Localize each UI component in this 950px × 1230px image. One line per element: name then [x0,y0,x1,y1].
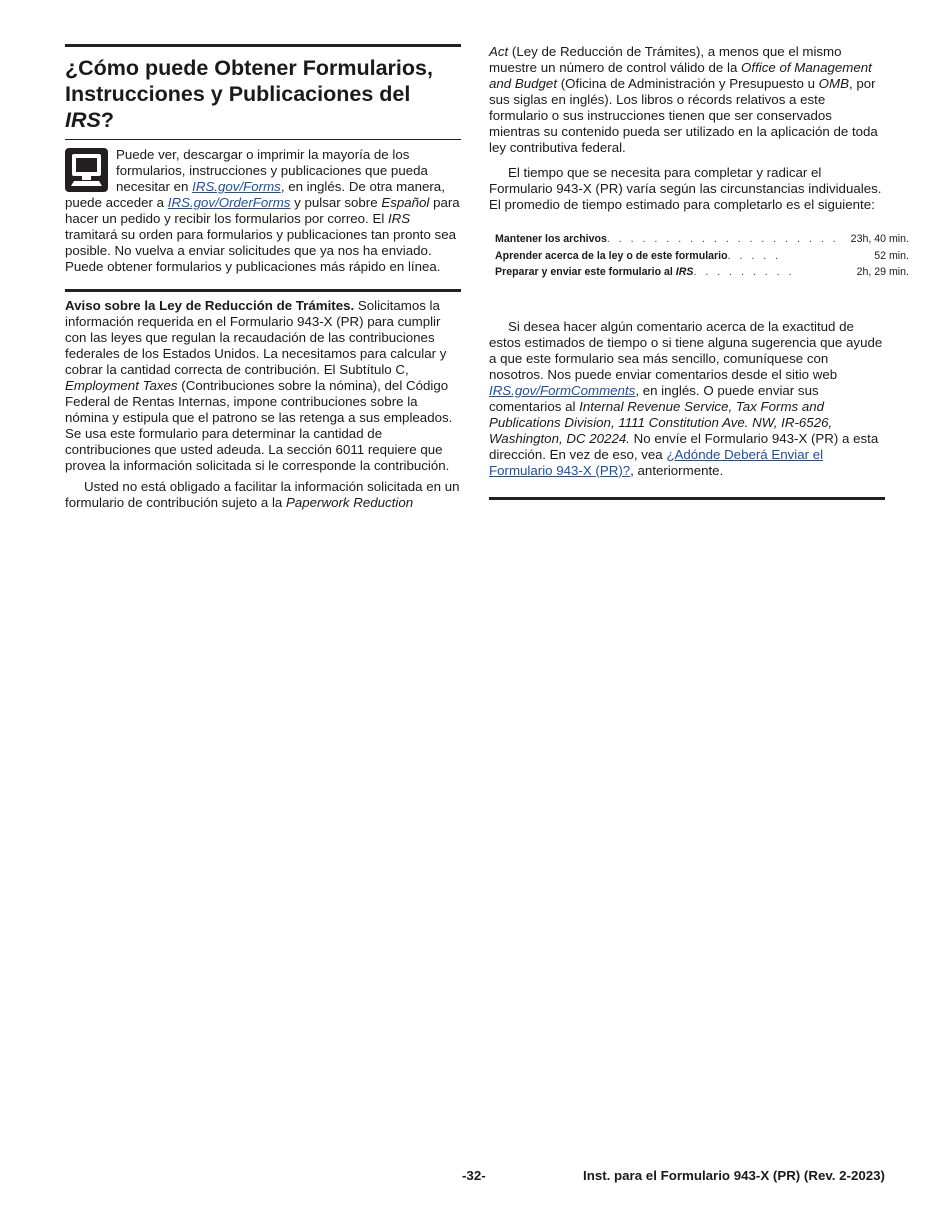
not-required-paragraph: Usted no está obligado a facilitar la información solicitada en un formulario de contribución sujeto a la Paperwork Reduction [65,479,460,510]
estimate-label: Mantener los archivos. . . . . . . . . . . . . . . . . . . . [495,233,839,245]
estimate-time: 52 min. [874,249,909,262]
table-row [489,264,915,281]
form-reference: Inst. para el Formulario 943-X (PR) (Rev. 2-2023) [583,1168,885,1183]
table-row [489,248,915,265]
section-end-rule [489,497,885,500]
irs-forms-link[interactable]: IRS.gov/Forms [192,179,281,194]
paperwork-act-continuation: Act (Ley de Reducción de Trámites), a menos que el mismo muestre un número de control válido de la Office of Management and Budget (Oficina de Administración y Presupuesto u OMB, por sus siglas en inglés). Los libros o récords relativos a este formulario o sus instrucciones tienen que ser conservados mientras su contenido pueda ser utilizado en la aplicación de toda ley contributiva federal. [489,44,878,155]
irs-formcomments-link[interactable]: IRS.gov/FormComments [489,382,636,398]
comments-paragraph: Si desea hacer algún comentario acerca de la exactitud de estos estimados de tiempo o si tiene alguna sugerencia que ayude a que este formulario sea más sencillo, comuníquese con nosotros. Nos puede enviar comentarios desde el sitio web IRS.gov/FormComments, en inglés. O puede enviar sus comentarios al Internal Revenue Service, Tax Forms and Publications Division, 1111 Constitution Ave. NW, IR-6526, Washington, DC 20224. No envíe el Formulario 943-X (PR) a esta dirección. En vez de eso, vea ¿Adónde Deberá Enviar el Formulario 943-X (PR)?, anteriormente. [489,318,883,478]
time-estimate-table [489,231,915,281]
heading-bottom-rule [65,139,461,140]
page-number: -32- [462,1168,486,1183]
right-column [489,44,909,500]
heading-irs: IRS [65,108,101,132]
intro-paragraph: Puede ver, descargar o imprimir la mayoría de los formularios, instrucciones y publicaciones que pueda necesitar en IRS.gov/Forms, en inglés. De otra manera, puede acceder a IRS.gov/OrderForms y pulsar sobre Español para hacer un pedido y recibir los formularios por correo. El IRS tramitará su orden para formularios y publicaciones tan pronto sea posible. No vuelva a enviar solicitudes que ya nos ha enviado. Puede obtener formularios y publicaciones más rápido en línea. [65,147,460,274]
time-estimate-intro: El tiempo que se necesita para completar y radicar el Formulario 943-X (PR) varía según las circunstancias individuales. El promedio de tiempo estimado para completarlo es el siguiente: [489,165,882,212]
notice-top-rule [65,289,461,292]
irs-orderforms-link[interactable]: IRS.gov/OrderForms [167,195,291,210]
notice-title: Aviso sobre la Ley de Reducción de Trámites. [65,298,355,313]
left-column [65,44,461,511]
estimate-label: Preparar y enviar este formulario al IRS. . . . . . . . . [495,266,795,278]
paperwork-notice-paragraph: Aviso sobre la Ley de Reducción de Trámites. Solicitamos la información requerida en el Formulario 943-X (PR) para cumplir con las leyes que regulan la recaudación de las contribuciones federales de los Estados Unidos. La necesitamos para calcular y cobrar la cantidad correcta de contribución. El Subtítulo C, Employment Taxes (Contribuciones sobre la nómina), del Código Federal de Rentas Internas, impone contribuciones sobre la nómina y estipula que el patrono se las retenga a sus empleados. Se usa este formulario para determinar la cantidad de contribuciones que usted adeuda. La sección 6011 requiere que provea la información solicitada si le corresponde la contribución. [65,298,453,473]
computer-icon [65,148,108,192]
intro-block [65,147,461,275]
estimate-time: 2h, 29 min. [856,266,909,278]
table-row [489,231,915,248]
section-heading: ¿Cómo puede Obtener Formularios, Instrucciones y Publicaciones del IRS? [65,56,433,132]
where-to-file-link[interactable]: ¿Adónde Deberá Enviar el Formulario 943-X (PR)? [489,446,824,478]
heading-line-2: Instrucciones y Publicaciones del [65,82,411,106]
estimate-time: 23h, 40 min. [850,233,909,245]
estimate-label: Aprender acerca de la ley o de este formulario. . . . . [495,249,782,262]
heading-line-1: ¿Cómo puede Obtener Formularios, [65,56,433,80]
